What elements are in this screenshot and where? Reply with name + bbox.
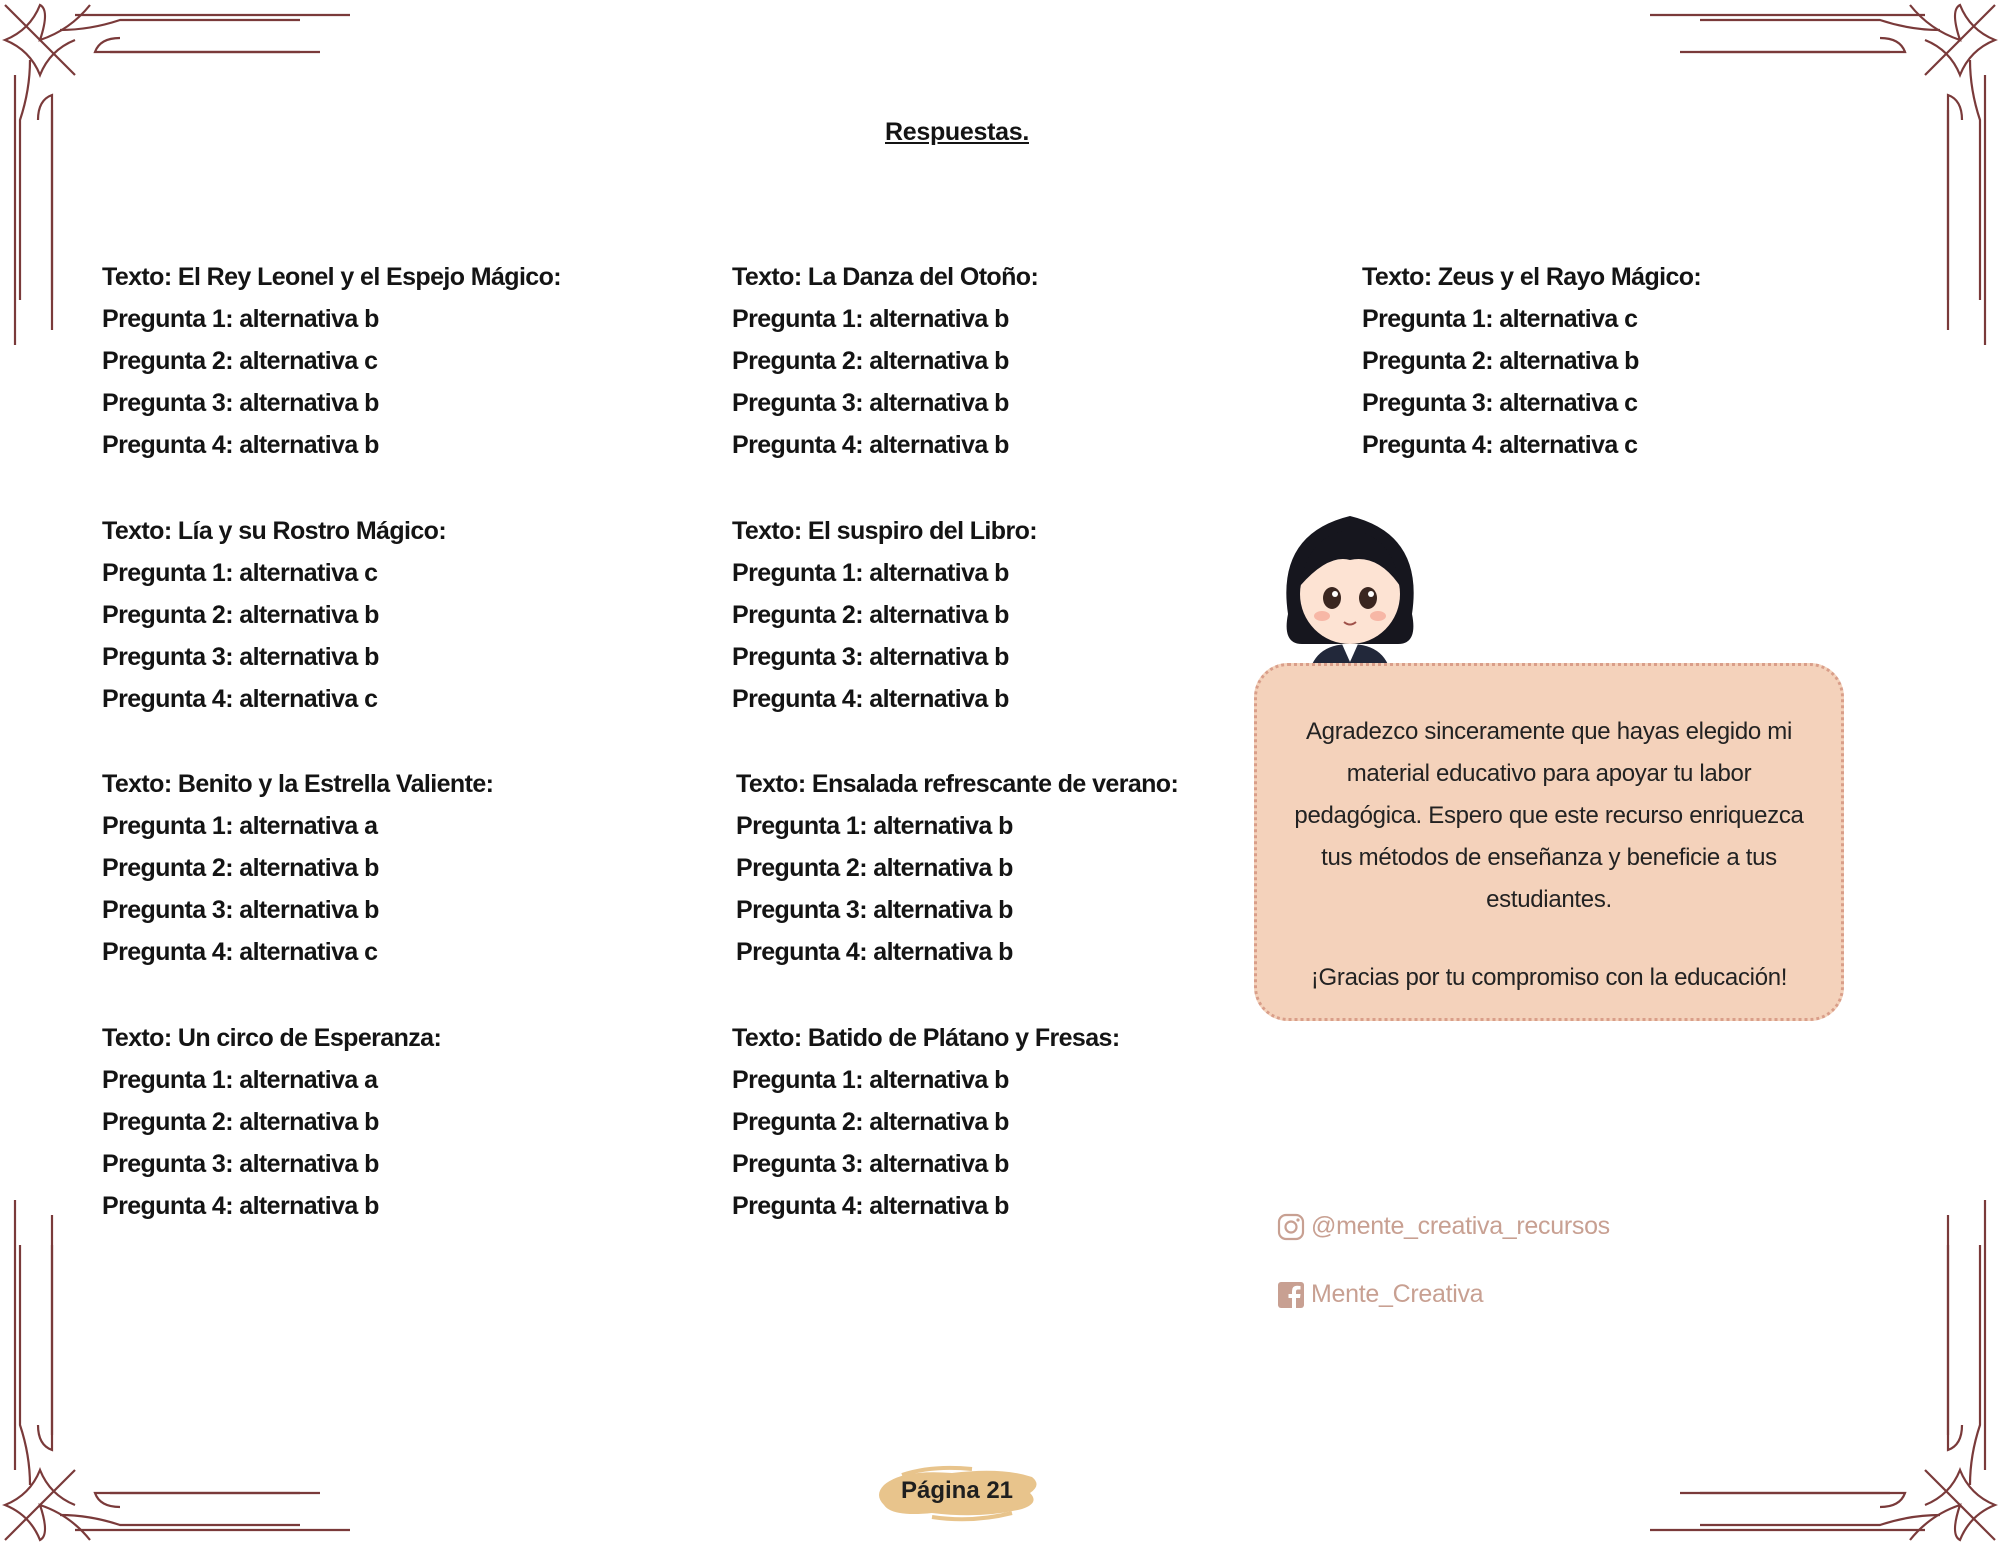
corner-ornament-bottom-right [1640, 1185, 2000, 1545]
page-number: Página 21 [900, 1477, 1014, 1504]
answer-line: Pregunta 1: alternativa c [102, 559, 378, 587]
answer-line: Pregunta 3: alternativa b [102, 389, 379, 417]
answer-group [732, 510, 1037, 720]
answer-group [732, 1017, 1120, 1227]
answer-line: Pregunta 4: alternativa b [102, 1192, 379, 1220]
answer-line: Pregunta 4: alternativa b [736, 938, 1013, 966]
group-heading: Texto: Benito y la Estrella Valiente: [102, 770, 494, 798]
answer-line: Pregunta 3: alternativa b [102, 1150, 379, 1178]
group-heading: Texto: Batido de Plátano y Fresas: [732, 1024, 1120, 1052]
group-heading: Texto: El suspiro del Libro: [732, 517, 1037, 545]
group-heading: Texto: El Rey Leonel y el Espejo Mágico: [102, 263, 561, 291]
thank-you-closing: ¡Gracias por tu compromiso con la educación! [1310, 964, 1788, 991]
answer-line: Pregunta 2: alternativa b [1362, 347, 1639, 375]
answer-line: Pregunta 2: alternativa b [732, 1108, 1009, 1136]
answer-line: Pregunta 2: alternativa b [102, 601, 379, 629]
answer-group [102, 1017, 441, 1227]
group-heading: Texto: La Danza del Otoño: [732, 263, 1039, 291]
answer-line: Pregunta 4: alternativa b [732, 431, 1009, 459]
group-heading: Texto: Zeus y el Rayo Mágico: [1362, 263, 1702, 291]
answer-group [102, 763, 493, 973]
answer-line: Pregunta 1: alternativa b [732, 305, 1009, 333]
page-title: Respuestas. [885, 118, 1029, 146]
instagram-icon [1277, 1213, 1305, 1241]
answer-line: Pregunta 3: alternativa b [732, 643, 1009, 671]
corner-ornament-bottom-left [0, 1185, 360, 1545]
answer-line: Pregunta 2: alternativa b [736, 854, 1013, 882]
answer-line: Pregunta 1: alternativa a [102, 812, 378, 840]
answer-line: Pregunta 4: alternativa c [102, 685, 378, 713]
answer-line: Pregunta 3: alternativa b [102, 896, 379, 924]
facebook-handle[interactable] [1277, 1280, 1483, 1309]
answer-line: Pregunta 2: alternativa b [732, 601, 1009, 629]
answer-line: Pregunta 3: alternativa c [1362, 389, 1638, 417]
answer-line: Pregunta 3: alternativa b [102, 643, 379, 671]
answer-line: Pregunta 1: alternativa b [732, 559, 1009, 587]
answer-line: Pregunta 1: alternativa c [1362, 305, 1638, 333]
group-heading: Texto: Ensalada refrescante de verano: [736, 770, 1179, 798]
answer-group [736, 763, 1178, 973]
answer-line: Pregunta 4: alternativa c [1362, 431, 1638, 459]
group-heading: Texto: Un circo de Esperanza: [102, 1024, 442, 1052]
thank-you-text: Agradezco sinceramente que hayas elegido mi material educativo para apoyar tu labor pedagógica. Espero que este recurso enriquezca tus métodos de enseñanza y beneficie a tus estudiantes. [1294, 718, 1804, 913]
facebook-icon [1277, 1281, 1305, 1309]
instagram-label: @mente_creativa_recursos [1311, 1212, 1610, 1240]
teacher-avatar [1268, 494, 1432, 680]
answer-line: Pregunta 4: alternativa b [732, 1192, 1009, 1220]
answer-line: Pregunta 3: alternativa b [732, 1150, 1009, 1178]
instagram-handle[interactable] [1277, 1212, 1610, 1241]
answer-line: Pregunta 4: alternativa c [102, 938, 378, 966]
answer-line: Pregunta 2: alternativa b [102, 1108, 379, 1136]
answer-group [732, 256, 1038, 466]
answer-group [102, 256, 561, 466]
facebook-label: Mente_Creativa [1311, 1280, 1484, 1308]
page-number-badge [872, 1455, 1042, 1527]
answer-line: Pregunta 4: alternativa b [732, 685, 1009, 713]
answer-line: Pregunta 1: alternativa b [732, 1066, 1009, 1094]
thank-you-note [1254, 663, 1844, 1021]
answer-group [102, 510, 446, 720]
answer-line: Pregunta 1: alternativa b [736, 812, 1013, 840]
answer-line: Pregunta 2: alternativa b [732, 347, 1009, 375]
group-heading: Texto: Lía y su Rostro Mágico: [102, 517, 447, 545]
answer-line: Pregunta 2: alternativa c [102, 347, 378, 375]
answer-line: Pregunta 3: alternativa b [736, 896, 1013, 924]
answer-line: Pregunta 1: alternativa a [102, 1066, 378, 1094]
answer-line: Pregunta 1: alternativa b [102, 305, 379, 333]
answer-line: Pregunta 2: alternativa b [102, 854, 379, 882]
answer-group [1362, 256, 1701, 466]
answer-line: Pregunta 4: alternativa b [102, 431, 379, 459]
answer-line: Pregunta 3: alternativa b [732, 389, 1009, 417]
